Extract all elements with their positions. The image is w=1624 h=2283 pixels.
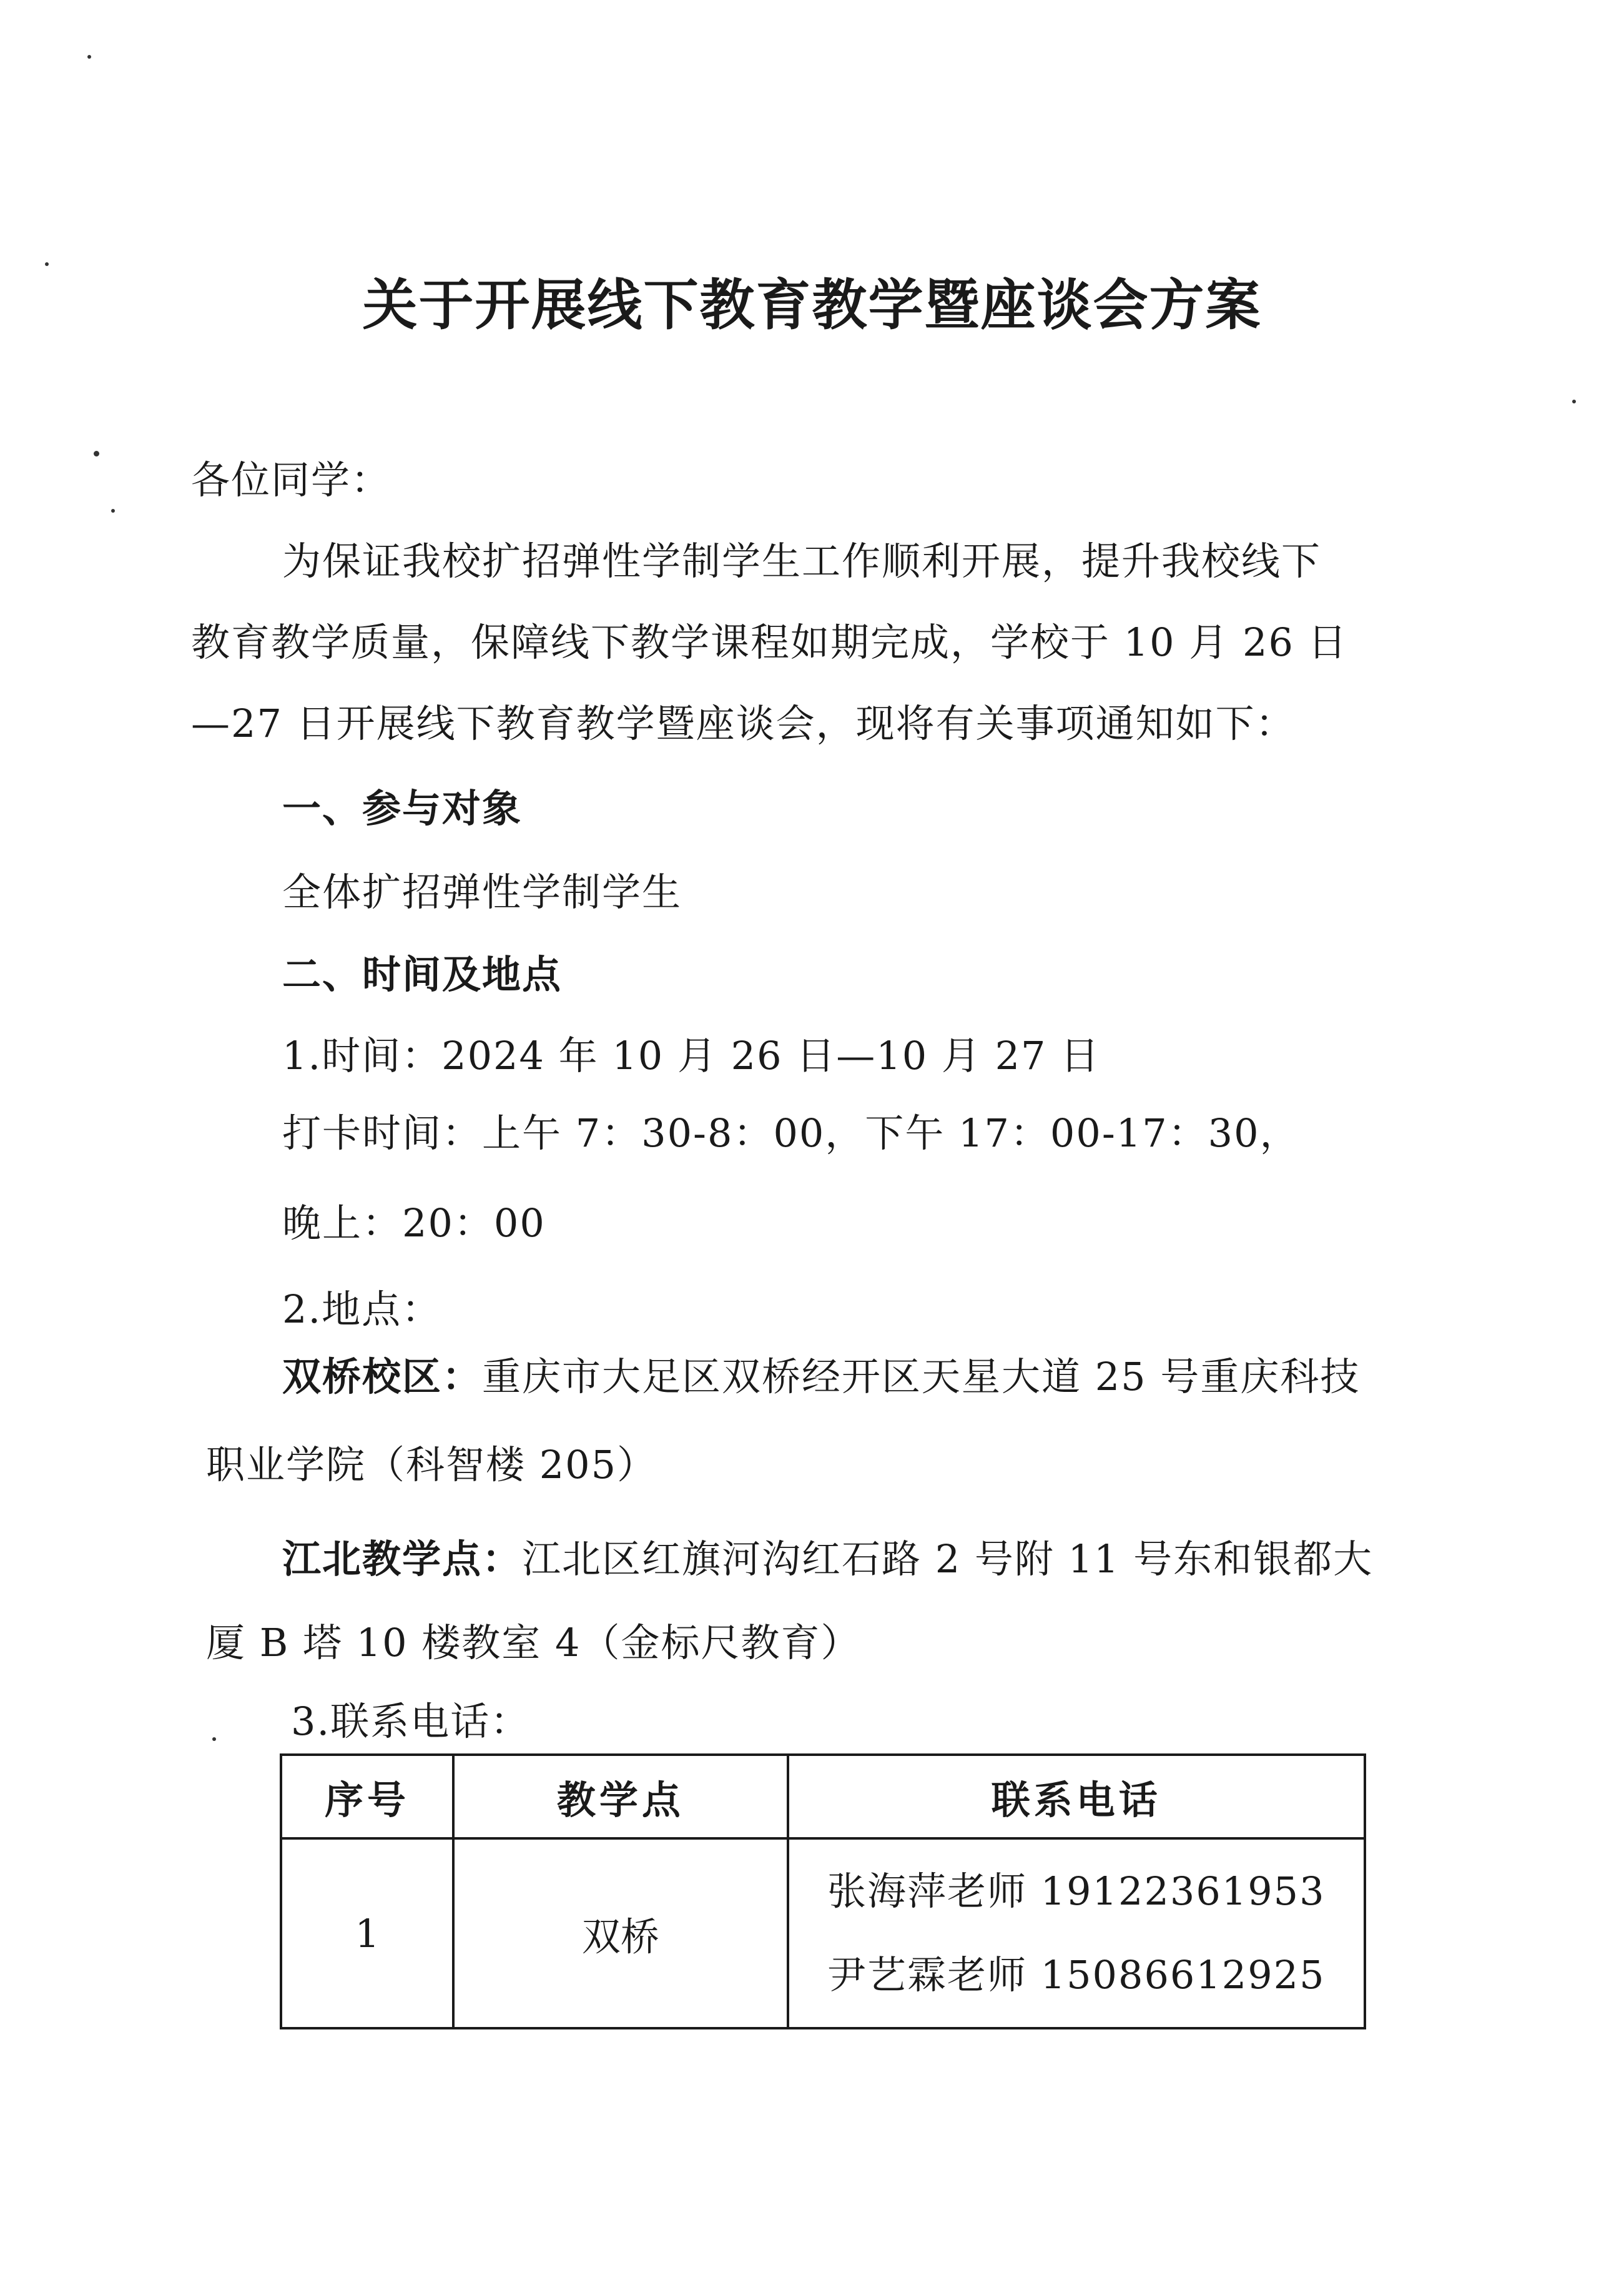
scan-speck <box>87 55 91 59</box>
scan-speck <box>212 1737 216 1741</box>
campus2-address-1: 江北区红旗河沟红石路 2 号附 11 号东和银都大 <box>522 1536 1374 1582</box>
scan-speck <box>111 509 115 513</box>
salutation: 各位同学： <box>191 457 391 503</box>
campus1-line-1 <box>282 1354 1361 1399</box>
contact-table <box>280 1753 1366 2029</box>
section1-body: 全体扩招弹性学制学生 <box>282 869 682 915</box>
header-teaching-site: 教学点 <box>453 1755 787 1838</box>
section1-heading: 一、参与对象 <box>282 786 523 831</box>
row-site: 双桥 <box>453 1838 787 2028</box>
section2-heading: 二、时间及地点 <box>282 952 563 997</box>
intro-line-3: —27 日开展线下教育教学暨座谈会，现将有关事项通知如下： <box>191 701 1296 746</box>
campus1-address-1: 重庆市大足区双桥经开区天星大道 25 号重庆科技 <box>482 1354 1361 1399</box>
campus2-line-1 <box>282 1536 1374 1582</box>
phone-line: 尹艺霖老师 15086612925 <box>827 1952 1326 1998</box>
row-number: 1 <box>281 1838 453 2028</box>
campus2-address-2: 厦 B 塔 10 楼教室 4（金标尺教育） <box>206 1620 861 1665</box>
campus1-name: 双桥校区： <box>282 1354 483 1399</box>
scan-speck <box>45 262 49 266</box>
phone-line: 张海萍老师 19122361953 <box>827 1868 1326 1914</box>
intro-line-2: 教育教学质量，保障线下教学课程如期完成，学校于 10 月 26 日 <box>191 619 1348 665</box>
evening-line: 晚上：20：00 <box>282 1200 546 1246</box>
intro-line-1: 为保证我校扩招弹性学制学生工作顺利开展，提升我校线下 <box>282 538 1322 584</box>
table-header-row <box>281 1755 1365 1838</box>
header-number: 序号 <box>281 1755 453 1838</box>
contact-label: 3.联系电话： <box>291 1699 531 1744</box>
location-label: 2.地点： <box>282 1286 442 1332</box>
time-line: 1.时间：2024 年 10 月 26 日—10 月 27 日 <box>282 1033 1101 1078</box>
row-phones <box>788 1838 1365 2028</box>
checkin-line: 打卡时间：上午 7：30-8：00，下午 17：00-17：30， <box>282 1110 1300 1156</box>
campus1-address-2: 职业学院（科智楼 205） <box>206 1442 657 1487</box>
header-phone: 联系电话 <box>788 1755 1365 1838</box>
campus2-name: 江北教学点： <box>282 1536 523 1582</box>
table-row <box>281 1838 1365 2028</box>
scan-speck <box>1572 400 1576 403</box>
scan-speck <box>94 451 99 456</box>
document-title: 关于开展线下教育教学暨座谈会方案 <box>362 273 1262 337</box>
